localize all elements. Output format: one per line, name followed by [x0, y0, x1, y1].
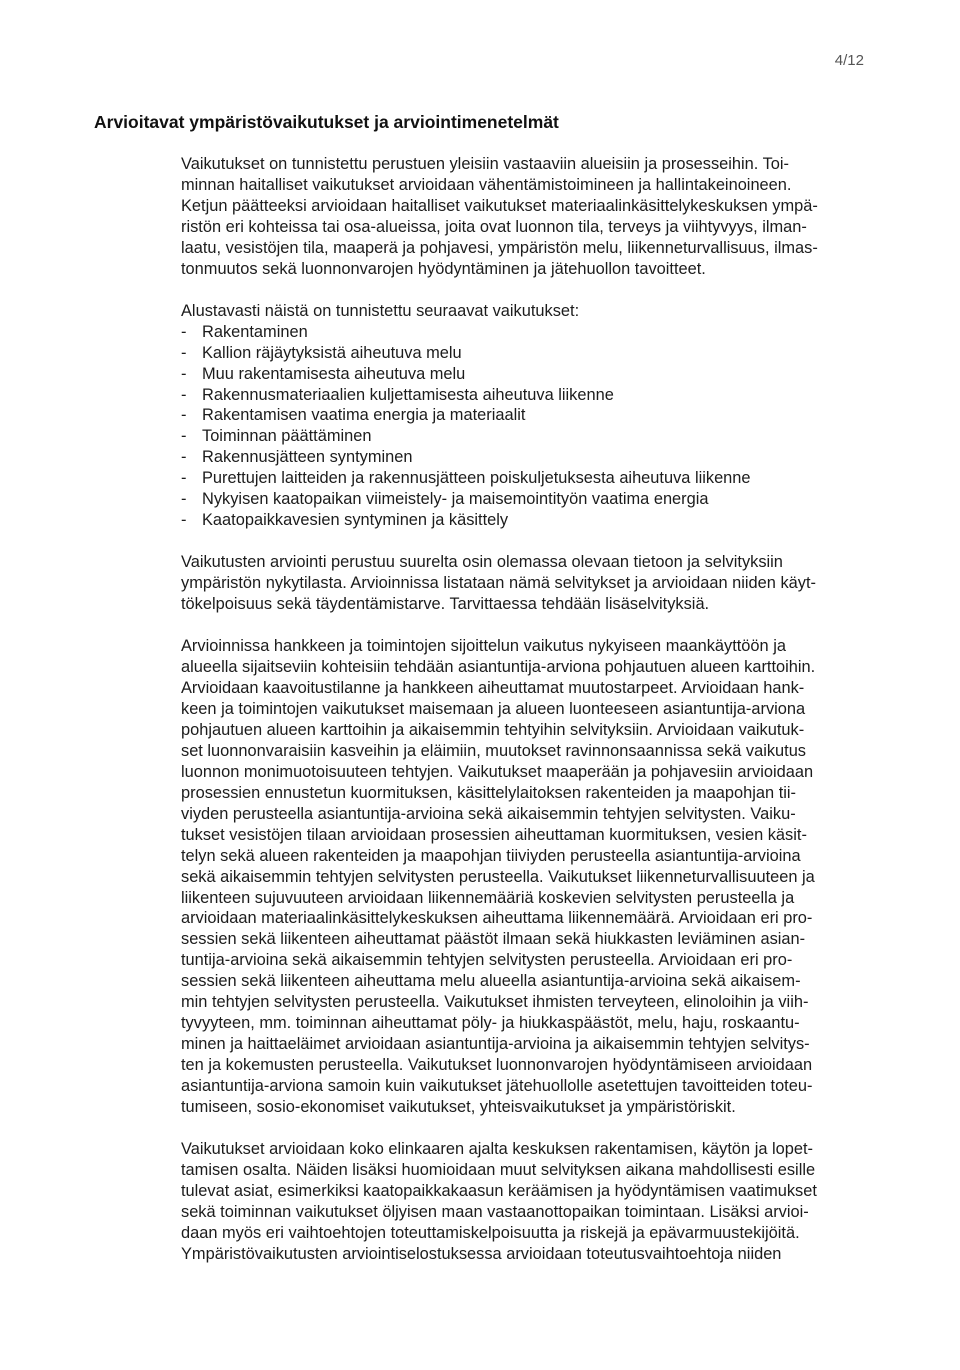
text-line: daan myös eri vaihtoehtojen toteuttamiskelpoisuutta ja riskejä ja epävarmuustekijöitä. — [181, 1223, 800, 1242]
impacts-list — [181, 322, 893, 532]
dash-bullet: - — [181, 490, 187, 509]
text-line: arvioidaan materiaalinkäsittelykeskuksen aiheuttama liikennemäärä. Arvioidaan eri pro- — [181, 909, 813, 928]
text-line: prosessien ennustetun kuormituksen, käsittelylaitoksen rakenteiden ja maapohjan tii- — [181, 783, 796, 802]
text-line: min tehtyjen selvitysten perusteella. Vaikutukset ihmisten terveyteen, elinoloihin ja viih- — [181, 993, 809, 1012]
list-item — [181, 343, 893, 364]
list-item-text: Muu rakentamisesta aiheutuva melu — [202, 364, 466, 383]
text-line: tamisen osalta. Näiden lisäksi huomioidaan muut selvityksen aikana mahdollisesti esille — [181, 1160, 816, 1179]
text-line: ympäristön nykytilasta. Arvioinnissa listataan nämä selvitykset ja arvioidaan niiden käyt- — [181, 574, 816, 593]
dash-bullet: - — [181, 343, 187, 362]
section-heading: Arvioitavat ympäristövaikutukset ja arviointimenetelmät — [94, 112, 559, 132]
methods-paragraph — [181, 636, 893, 1118]
list-item-text: Purettujen laitteiden ja rakennusjätteen poiskuljetuksesta aiheutuva liikenne — [202, 469, 751, 488]
document-body — [181, 154, 893, 1265]
text-line: Vaikutusten arviointi perustuu suurelta osin olemassa olevaan tietoon ja selvityksiin — [181, 553, 783, 572]
list-item-text: Kallion räjäytyksistä aiheutuva melu — [202, 343, 462, 362]
list-item-text: Rakentamisen vaatima energia ja materiaalit — [202, 406, 526, 425]
dash-bullet: - — [181, 385, 187, 404]
text-line: pohjautuen alueen karttoihin ja aikaisemmin tehtyihin selvityksiin. Arvioidaan vaikutuk- — [181, 720, 805, 739]
text-line: tulevat asiat, esimerkiksi kaatopaikkakaasun keräämisen ja hyödyntämisen vaatimukset — [181, 1181, 817, 1200]
text-line: ristön eri kohteissa tai osa-alueissa, joita ovat luonnon tila, terveys ja viihtyvyys, ilman- — [181, 217, 807, 236]
text-line: asiantuntija-arviona samoin kuin vaikutukset jätehuollolle asetettujen tavoitteiden toteu- — [181, 1077, 813, 1096]
impacts-lead — [181, 301, 893, 322]
text-line: telyn sekä alueen rakenteiden ja maapohjan tiiviyden perusteella asiantuntija-arvioina — [181, 846, 801, 865]
page-number: 4/12 — [834, 52, 864, 69]
list-item — [181, 447, 893, 468]
text-line: tyvyyteen, mm. toiminnan aiheuttamat pöly- ja hiukkaspäästöt, melu, haju, roskaantu- — [181, 1014, 800, 1033]
list-item — [181, 489, 893, 510]
text-line: sessien sekä liikenteen aiheuttamat päästöt ilmaan sekä hiukkasten leviäminen asian- — [181, 930, 806, 949]
text-line: minen ja haittaeläimet arvioidaan asiantuntija-arvioina ja aikaisemmin tehtyjen selvitys- — [181, 1035, 810, 1054]
dash-bullet: - — [181, 322, 187, 341]
text-line: liikenteen sujuvuuteen arvioidaan liikennemääriä koskevien selvitysten perusteella ja — [181, 888, 795, 907]
text-line: set luonnonvaraisiin kasveihin ja eläimiin, muutokset ravinnonsaannissa sekä vaikutus — [181, 741, 807, 760]
dash-bullet: - — [181, 469, 187, 488]
text-line: luonnon monimuotoisuuteen tehtyjen. Vaikutukset maaperään ja pohjavesiin arvioidaan — [181, 762, 814, 781]
text-line: minnan haitalliset vaikutukset arvioidaan vähentämistoimineen ja hallintakeinoineen. — [181, 175, 792, 194]
text-line: tonmuutos sekä luonnonvarojen hyödyntäminen ja jätehuollon tavoitteet. — [181, 259, 706, 278]
list-item-text: Rakennusmateriaalien kuljettamisesta aiheutuva liikenne — [202, 385, 614, 404]
text-line: tuntija-arvioina sekä aikaisemmin tehtyjen selvitysten perusteella. Arvioidaan eri pro- — [181, 951, 793, 970]
intro-paragraph — [181, 154, 893, 280]
text-line: Arvioidaan kaavoitustilanne ja hankkeen aiheuttamat muutostarpeet. Arvioidaan hank- — [181, 678, 805, 697]
text-line: sessien sekä liikenteen aiheuttama melu alueella asiantuntija-arvioina sekä aikaisem- — [181, 972, 801, 991]
lifecycle-paragraph — [181, 1139, 893, 1265]
text-line: laatu, vesistöjen tila, maaperä ja pohjavesi, ympäristön melu, liikenneturvallisuus, ilmas- — [181, 238, 818, 257]
list-item-text: Kaatopaikkavesien syntyminen ja käsittely — [202, 511, 509, 530]
text-line: tumiseen, sosio-ekonomiset vaikutukset, yhteisvaikutukset ja ympäristöriskit. — [181, 1098, 736, 1117]
text-line: sekä aikaisemmin tehtyjen selvitysten perusteella. Vaikutukset liikenneturvallisuuteen ja — [181, 867, 815, 886]
dash-bullet: - — [181, 511, 187, 530]
list-item — [181, 510, 893, 531]
dash-bullet: - — [181, 427, 187, 446]
list-item-text: Toiminnan päättäminen — [202, 427, 372, 446]
list-item — [181, 468, 893, 489]
list-item — [181, 405, 893, 426]
text-line: tukset vesistöjen tilaan arvioidaan prosessien aiheuttaman kuormituksen, vesien käsit- — [181, 825, 807, 844]
list-item — [181, 322, 893, 343]
list-item-text: Nykyisen kaatopaikan viimeistely- ja maisemointityön vaatima energia — [202, 490, 709, 509]
text-line: keen ja toimintojen vaikutukset maisemaan ja alueen luonteeseen asiantuntija-arviona — [181, 699, 806, 718]
text-line: tökelpoisuus sekä täydentämistarve. Tarvittaessa tehdään lisäselvityksiä. — [181, 595, 710, 614]
list-item — [181, 426, 893, 447]
text-line: alueella sijaitseviin kohteisiin tehdään asiantuntija-arviona pohjautuen alueen karttoihin. — [181, 658, 816, 677]
list-item — [181, 385, 893, 406]
text-line: ten ja kokemusten perusteella. Vaikutukset luonnonvarojen hyödyntämiseen arvioidaan — [181, 1056, 813, 1075]
text-line: Alustavasti näistä on tunnistettu seuraavat vaikutukset: — [181, 301, 580, 320]
assessment-basis-paragraph — [181, 552, 893, 615]
text-line: Arvioinnissa hankkeen ja toimintojen sijoittelun vaikutus nykyiseen maankäyttöön ja — [181, 637, 786, 656]
list-item — [181, 364, 893, 385]
dash-bullet: - — [181, 448, 187, 467]
text-line: Vaikutukset on tunnistettu perustuen yleisiin vastaaviin alueisiin ja prosesseihin. Toi- — [181, 155, 790, 173]
text-line: Ympäristövaikutusten arviointiselostuksessa arvioidaan toteutusvaihtoehtoja niiden — [181, 1244, 782, 1263]
dash-bullet: - — [181, 364, 187, 383]
text-line: sekä toiminnan vaikutukset öljyisen maan vastaanottopaikan toimintaan. Lisäksi arvioi- — [181, 1202, 809, 1221]
text-line: viyden perusteella asiantuntija-arvioina sekä aikaisemmin tehtyjen selvitysten. Vaiku- — [181, 804, 796, 823]
text-line: Ketjun päätteeksi arvioidaan haitalliset vaikutukset materiaalinkäsittelykeskuksen ympä- — [181, 196, 818, 215]
list-item-text: Rakentaminen — [202, 322, 308, 341]
dash-bullet: - — [181, 406, 187, 425]
list-item-text: Rakennusjätteen syntyminen — [202, 448, 413, 467]
text-line: Vaikutukset arvioidaan koko elinkaaren ajalta keskuksen rakentamisen, käytön ja lopet- — [181, 1139, 813, 1158]
